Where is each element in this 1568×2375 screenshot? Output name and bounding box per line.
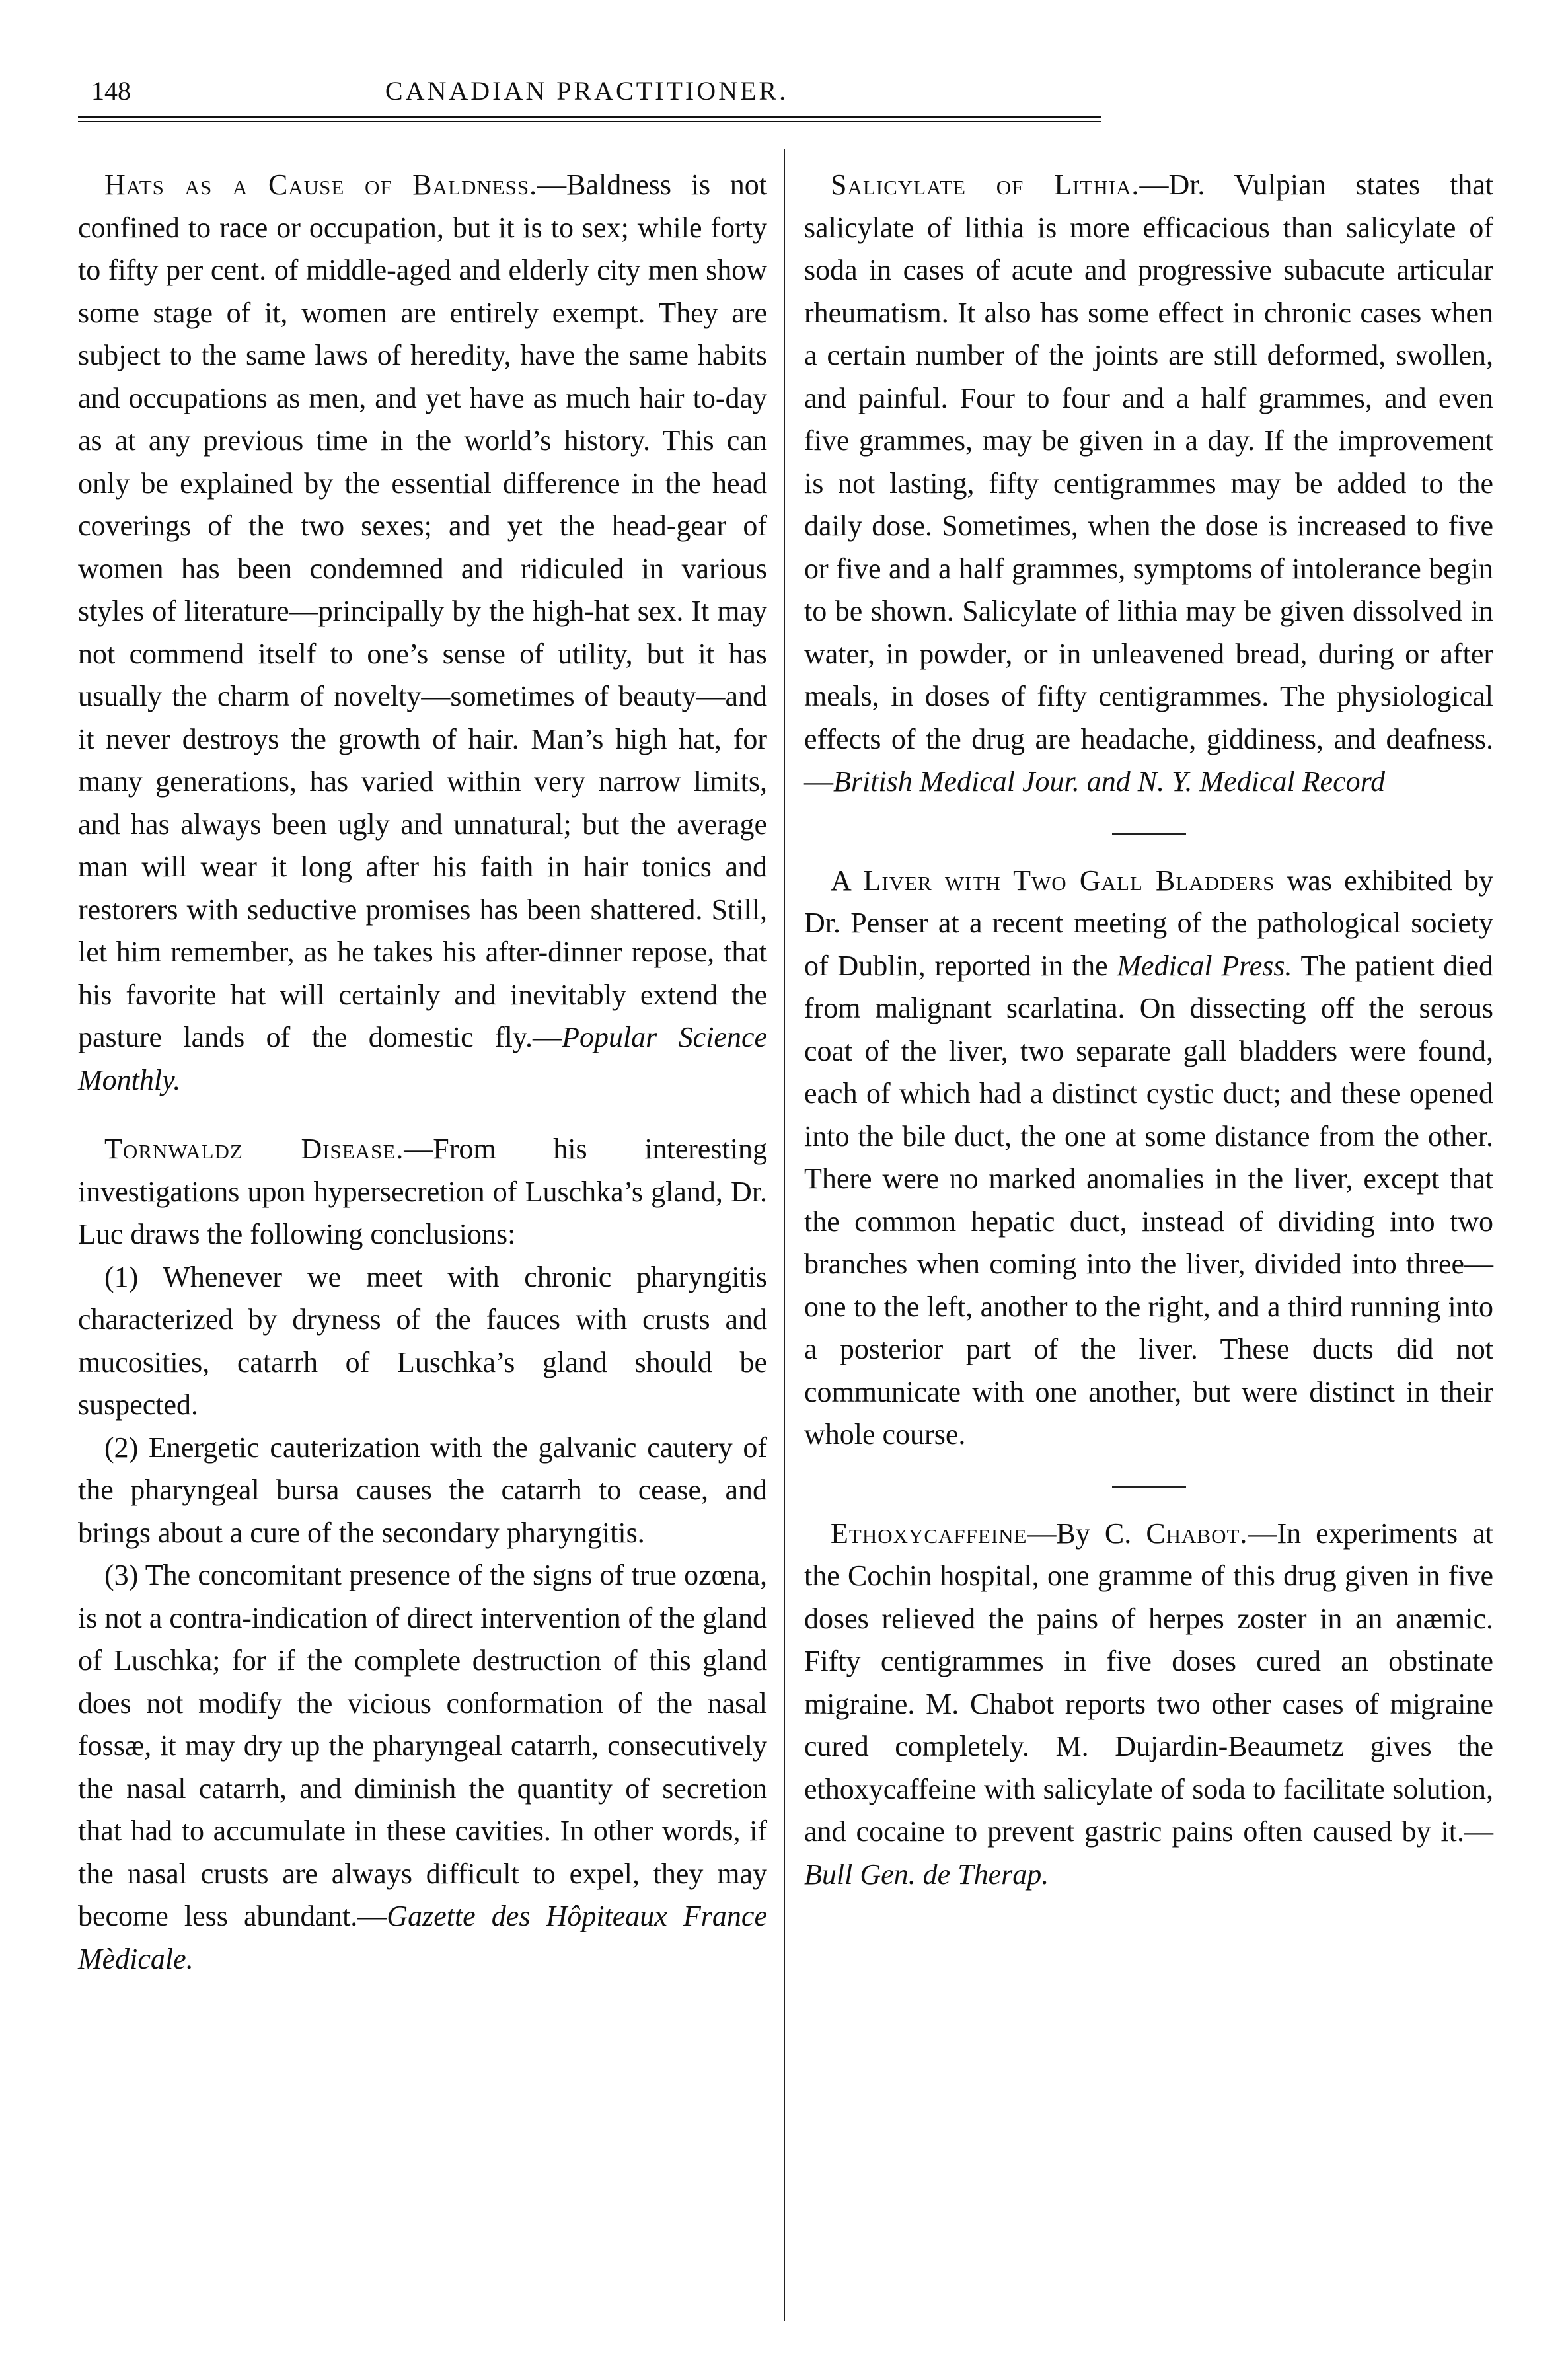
article-ethoxycaffeine <box>804 1513 1493 1897</box>
article-source: Popular Science Monthly. <box>78 1021 767 1096</box>
article-title: Ethoxycaffeine <box>831 1517 1027 1550</box>
page-header <box>78 71 1096 111</box>
article-byline: —By C. <box>1027 1517 1146 1550</box>
section-gap <box>78 1102 767 1128</box>
article-title: Hats as a Cause of Baldness. <box>104 169 538 201</box>
conclusion-3-text: (3) The concomitant presence of the signs of true ozœna, is not a contra-indication of direct intervention of the gland of Luschka; for if the complete destruction of this gland does not modify the vicious conformation of the nasal fossæ, it may dry up the pharyngeal catarrh, consecutively the nasal catarrh, and diminish the quantity of secretion that had to accumulate in these cavities. In other words, if the nasal crusts are always difficult to expel, they may become less abundant.— <box>78 1559 767 1932</box>
section-separator <box>1112 1486 1186 1488</box>
article-title: Salicylate of Lithia. <box>831 169 1140 201</box>
article-salicylate-lithia <box>804 164 1493 804</box>
article-title: Tornwaldz Disease. <box>104 1133 404 1165</box>
article-source: Gazette des Hôpiteaux France Mèdicale. <box>78 1900 767 1975</box>
conclusion-3 <box>78 1554 767 1980</box>
article-title: A Liver with Two Gall Bladders <box>831 864 1275 897</box>
section-separator <box>1112 833 1186 835</box>
left-column <box>78 164 767 1980</box>
conclusion-1: (1) Whenever we meet with chronic pharyngitis characterized by dryness of the fauces with crusts and mucosities, catarrh of Luschka’s gland should be suspected. <box>78 1260 767 1421</box>
column-divider <box>784 149 785 2321</box>
article-liver-gall-bladders <box>804 860 1493 1456</box>
article-tornwaldt-disease <box>78 1128 767 1256</box>
article-hats-baldness <box>78 164 767 1102</box>
article-source: British Medical Jour. and N. Y. Medical Record <box>833 765 1386 798</box>
article-body: —In experiments at the Cochin hospital, one gramme of this drug given in five doses relieved the pains of herpes zoster in an anæmic. Fifty centigrammes in five doses cured an obstinate migraine. M. Chabot reports two other cases of migraine cured completely. M. Dujardin-Beaumetz gives the ethoxycaffeine with salicylate of soda to facilitate solution, and cocaine to prevent gastric pains often caused by it.— <box>804 1517 1493 1848</box>
running-title: CANADIAN PRACTITIONER. <box>385 76 789 106</box>
article-body-continued: The patient died from malignant scarlatina. On dissecting off the serous coat of the liver, two separate gall bladders were found, each of which had a distinct cystic duct; and these opened into the bile duct, the one at some distance from the other. There were no marked anomalies in the liver, except that the common hepatic duct, instead of dividing into two branches when coming into the liver, divided into three—one to the left, another to the right, and a third running into a posterior part of the liver. These ducts did not communicate with one another, but were distinct in their whole course. <box>804 949 1493 1451</box>
right-column <box>804 164 1493 1896</box>
article-body: —Baldness is not confined to race or occupation, but it is to sex; while forty to fifty per cent. of middle-aged and elderly city men show some stage of it, women are entirely exempt. They are subject to the same laws of heredity, have the same habits and occupations as men, and yet have as much hair to-day as at any previous time in the world’s history. This can only be explained by the essential difference in the head coverings of the two sexes; and yet the head-gear of women has been condemned and ridiculed in various styles of literature—principally by the high-hat sex. It may not commend itself to one’s sense of utility, but it has usually the charm of novelty—sometimes of beauty—and it never destroys the growth of hair. Man’s high hat, for many generations, has varied within very narrow limits, and has always been ugly and unnatural; but the average man will wear it long after his faith in hair tonics and restorers with seductive promises has been shattered. Still, let him remember, as he takes his after-dinner repose, that his favorite hat will certainly and inevitably extend the pasture lands of the domestic fly.— <box>78 169 768 1053</box>
conclusion-2: (2) Energetic cauterization with the galvanic cautery of the pharyngeal bursa causes the catarrh to cease, and brings about a cure of the secondary pharyngitis. <box>78 1431 767 1549</box>
article-body: —Dr. Vulpian states that salicylate of lithia is more efficacious than salicylate of soda in cases of acute and progressive subacute articular rheumatism. It also has some effect in chronic cases when a certain number of the joints are still deformed, swollen, and painful. Four to four and a half grammes, and even five grammes, may be given in a day. If the improvement is not lasting, fifty centigrammes may be added to the daily dose. Sometimes, when the dose is increased to five or five and a half grammes, symptoms of intolerance begin to be shown. Salicylate of lithia may be given dissolved in water, in powder, or in unleavened bread, during or after meals, in doses of fifty centigrammes. The physiological effects of the drug are headache, giddiness, and deafness.— <box>804 169 1493 798</box>
article-body: —From his interesting investigations upon hypersecretion of Luschka’s gland, Dr. Luc draws the following conclusions: <box>78 1133 767 1250</box>
article-author: Chabot. <box>1146 1517 1248 1550</box>
page-number: 148 <box>91 76 131 106</box>
header-rule <box>78 116 1101 122</box>
article-body: was exhibited by Dr. Penser at a recent meeting of the pathological society of Dublin, reported in the <box>804 864 1493 982</box>
article-source: Bull Gen. de Therap. <box>804 1858 1049 1891</box>
publication-name: Medical Press. <box>1117 949 1292 982</box>
